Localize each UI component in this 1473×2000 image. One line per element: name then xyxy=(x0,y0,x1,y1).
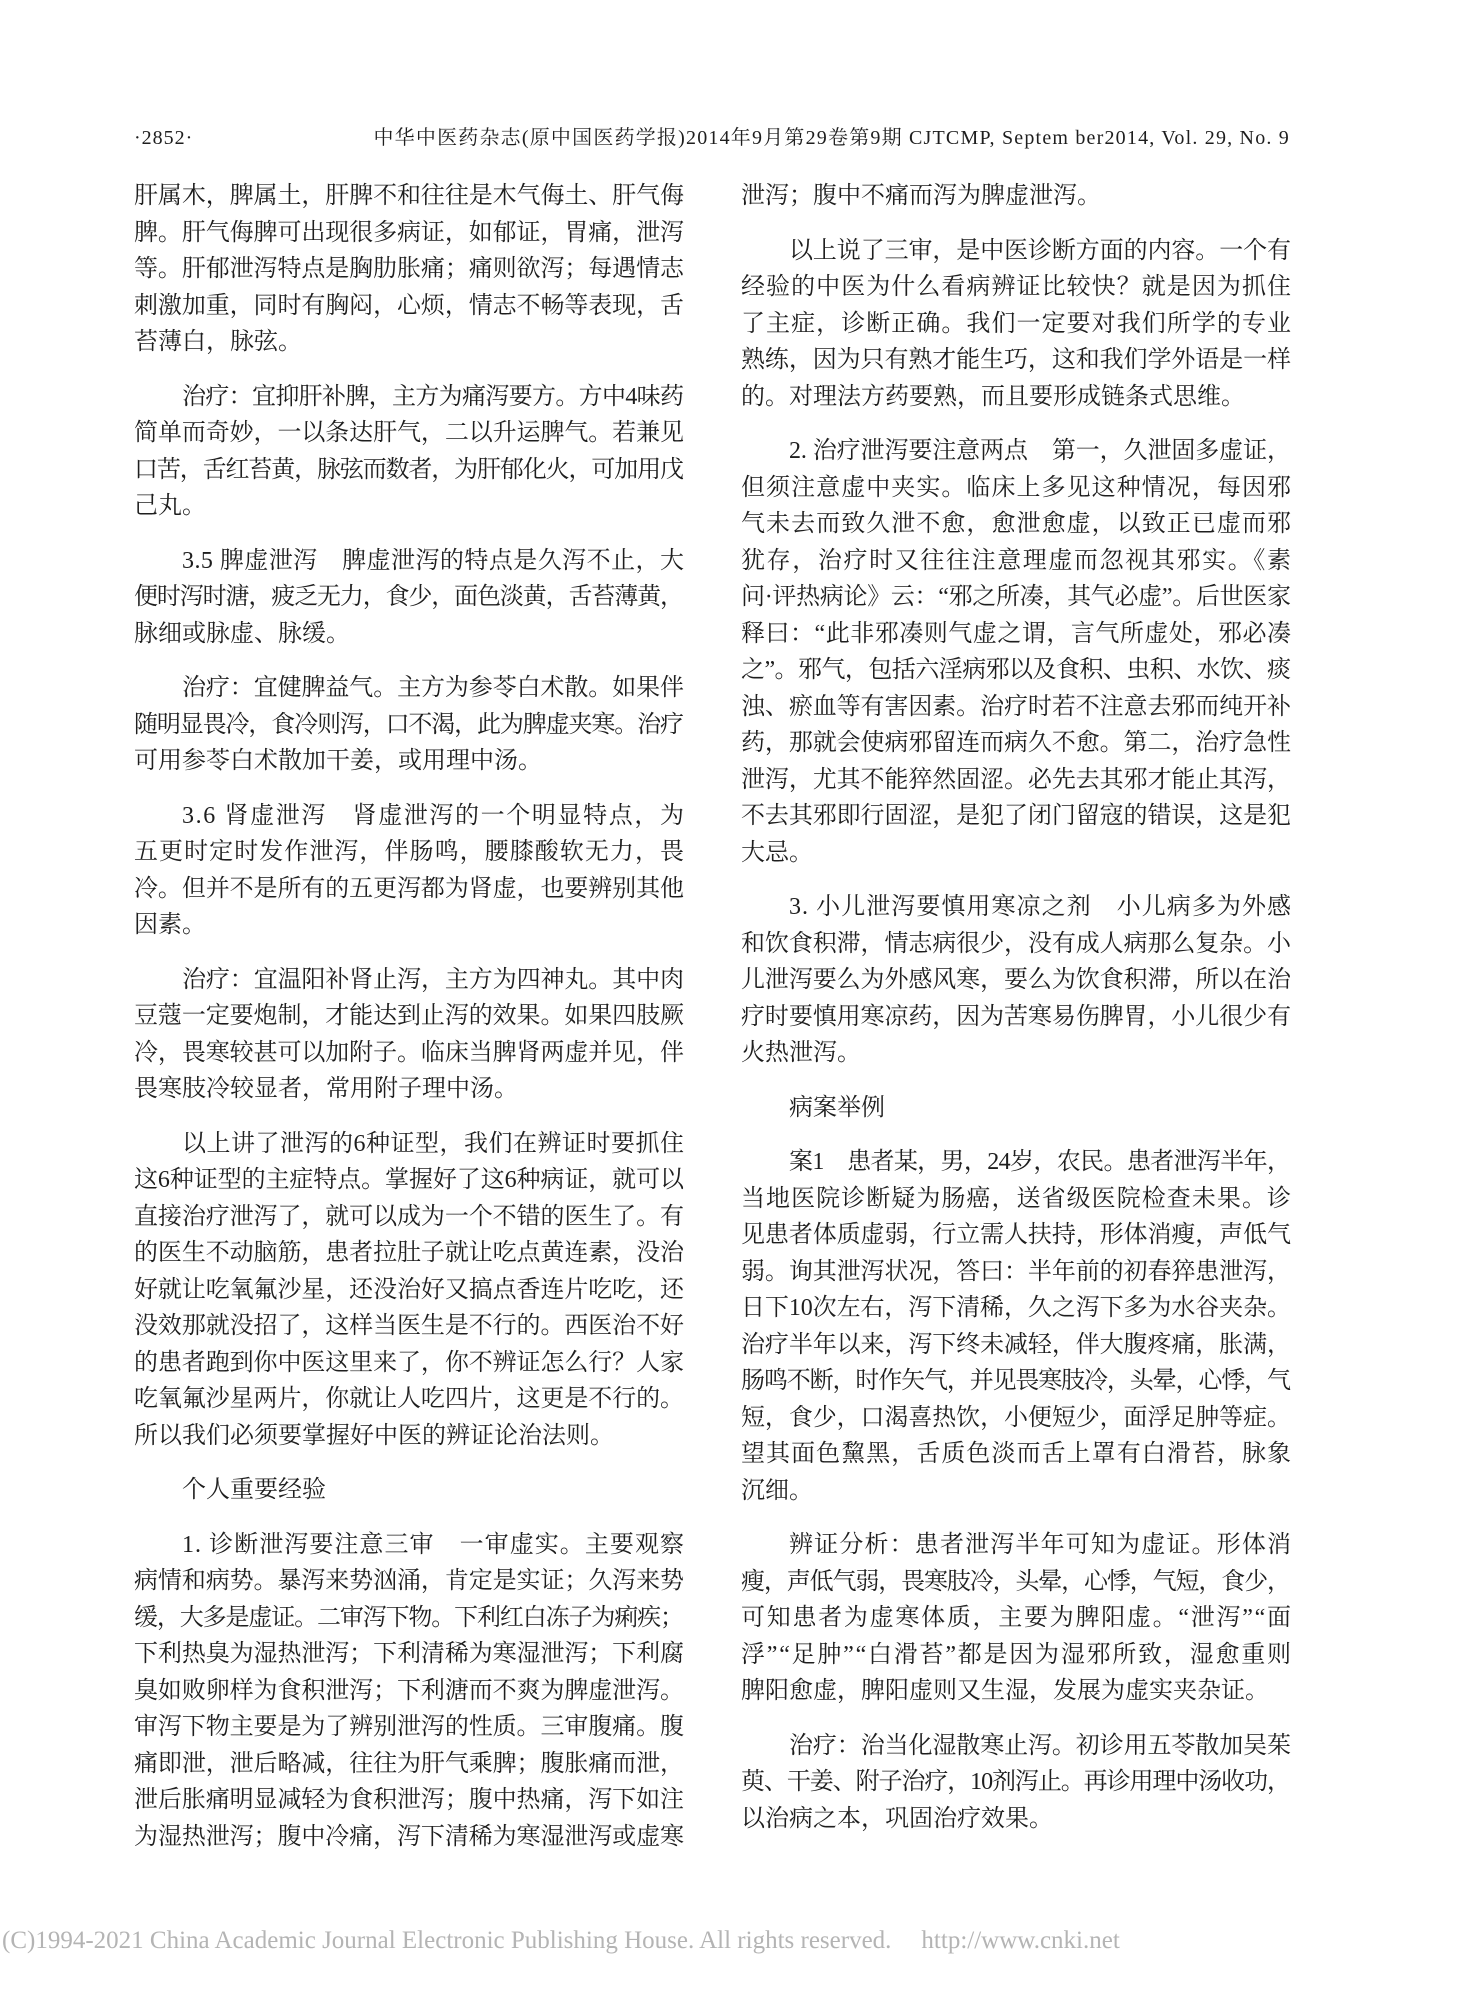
text-line: 之”。邪气，包括六淫病邪以及食积、虫积、水饮、痰 xyxy=(741,657,1291,683)
paragraph xyxy=(741,889,1291,1072)
text-line: 臭如败卵样为食积泄泻；下利溏而不爽为脾虚泄泻。 xyxy=(134,1677,684,1704)
text-line: 病情和病势。暴泻来势汹涌，肯定是实证；久泻来势 xyxy=(134,1568,684,1594)
paragraph xyxy=(741,1527,1291,1710)
paragraph xyxy=(741,233,1291,416)
text-line: 缓，大多是虚证。二审泻下物。下利红白冻子为痢疾； xyxy=(134,1604,683,1631)
text-line: 浮”“足肿”“白滑苔”都是因为湿邪所致，湿愈重则 xyxy=(741,1641,1293,1668)
text-line: 但须注意虚中夹实。临床上多见这种情况，每因邪 xyxy=(741,474,1293,501)
text-line: 脾阳愈虚，脾阳虚则又生湿，发展为虚实夹杂证。 xyxy=(741,1678,1269,1704)
text-line: 大忌。 xyxy=(741,839,813,866)
text-line: 案1 患者某，男，24岁，农民。患者泄泻半年， xyxy=(789,1149,1291,1175)
text-line: 痛即泄，泄后略减，往往为肝气乘脾；腹胀痛而泄， xyxy=(134,1750,684,1777)
text-line: 病案举例 xyxy=(789,1094,885,1121)
copyright-footer xyxy=(2,1924,1120,1958)
text-line: 望其面色黧黑，舌质色淡而舌上罩有白滑苔，脉象 xyxy=(741,1441,1293,1467)
paragraph xyxy=(134,962,684,1108)
text-line: 经验的中医为什么看病辨证比较快？就是因为抓住 xyxy=(741,274,1293,300)
text-line: 便时泻时溏，疲乏无力，食少，面色淡黄，舌苔薄黄， xyxy=(134,584,683,610)
text-line: 因素。 xyxy=(134,912,206,938)
left-column xyxy=(134,178,684,1855)
text-line: 熟练，因为只有熟才能生巧，这和我们学外语是一样 xyxy=(741,347,1291,373)
text-line: 刺激加重，同时有胸闷，心烦，情志不畅等表现，舌 xyxy=(134,292,684,319)
text-line: 审泻下物主要是为了辨别泄泻的性质。三审腹痛。腹 xyxy=(134,1714,684,1740)
text-line: 治疗：宜抑肝补脾，主方为痛泻要方。方中4味药 xyxy=(182,383,684,410)
text-line: 治疗：宜健脾益气。主方为参苓白术散。如果伴 xyxy=(182,675,684,701)
text-line: 浊、瘀血等有害因素。治疗时若不注意去邪而纯开补 xyxy=(741,693,1291,720)
text-line: 泄泻；腹中不痛而泻为脾虚泄泻。 xyxy=(741,183,1101,209)
paragraph xyxy=(134,1472,684,1509)
text-line: 日下10次左右，泻下清稀，久之泻下多为水谷夹杂。 xyxy=(741,1295,1291,1321)
paragraph xyxy=(741,1728,1291,1838)
text-line: 脾。肝气侮脾可出现很多病证，如郁证，胃痛，泄泻 xyxy=(134,219,684,246)
text-line: 火热泄泻。 xyxy=(741,1040,861,1066)
text-line: 以上说了三审，是中医诊断方面的内容。一个有 xyxy=(789,237,1291,264)
text-line: 豆蔻一定要炮制，才能达到止泻的效果。如果四肢厥 xyxy=(134,1003,684,1029)
text-line: 己丸。 xyxy=(134,493,206,519)
page-number: ·2852· xyxy=(134,127,194,149)
text-line: 下利热臭为湿热泄泻；下利清稀为寒湿泄泻；下利腐 xyxy=(134,1641,684,1667)
paragraph xyxy=(134,1527,684,1856)
text-line: 为湿热泄泻；腹中冷痛，泻下清稀为寒湿泄泻或虚寒 xyxy=(134,1823,684,1850)
paragraph xyxy=(134,379,684,525)
copyright-notice: (C)1994-2021 China Academic Journal Electronic Publishing House. All rights reserved. xyxy=(2,1927,892,1954)
text-line: 口苦，舌红苔黄，脉弦而数者，为肝郁化火，可加用戊 xyxy=(134,456,683,483)
site-url: http://www.cnki.net xyxy=(921,1927,1120,1954)
text-line: 短，食少，口渴喜热饮，小便短少，面浮足肿等症。 xyxy=(741,1404,1291,1431)
text-line: 的。对理法方药要熟，而且要形成链条式思维。 xyxy=(741,383,1245,410)
text-line: 的患者跑到你中医这里来了，你不辨证怎么行？人家 xyxy=(134,1349,684,1376)
text-line: 萸、干姜、附子治疗，10剂泻止。再诊用理中汤收功， xyxy=(741,1769,1290,1795)
text-line: 没效那就没招了，这样当医生是不行的。西医治不好 xyxy=(134,1313,684,1339)
text-line: 疗时要慎用寒凉药，因为苦寒易伤脾胃，小儿很少有 xyxy=(741,1003,1291,1030)
text-line: 这6种证型的主症特点。掌握好了这6种病证，就可以 xyxy=(134,1167,684,1193)
text-line: 犹存，治疗时又往往注意理虚而忽视其邪实。《素 xyxy=(741,547,1293,574)
text-line: 治疗：治当化湿散寒止泻。初诊用五苓散加吴茱 xyxy=(789,1732,1291,1759)
text-line: 3.6 肾虚泄泻 肾虚泄泻的一个明显特点，为 xyxy=(182,802,686,829)
text-line: 肝属木，脾属土，肝脾不和往往是木气侮土、肝气侮 xyxy=(134,183,684,209)
text-line: 药，那就会使病邪留连而病久不愈。第二，治疗急性 xyxy=(741,730,1291,756)
text-line: 了主症，诊断正确。我们一定要对我们所学的专业 xyxy=(741,310,1293,337)
text-line: 直接治疗泄泻了，就可以成为一个不错的医生了。有 xyxy=(134,1203,684,1230)
paragraph xyxy=(741,433,1291,871)
paragraph xyxy=(134,543,684,653)
text-line: 简单而奇妙，一以条达肝气，二以升运脾气。若兼见 xyxy=(134,420,684,446)
text-line: 五更时定时发作泄泻，伴肠鸣，腰膝酸软无力，畏 xyxy=(134,839,686,865)
text-line: 苔薄白，脉弦。 xyxy=(134,329,302,355)
paragraph xyxy=(134,178,684,361)
text-line: 可知患者为虚寒体质，主要为脾阳虚。“泄泻”“面 xyxy=(741,1605,1293,1631)
text-line: 泄后胀痛明显减轻为食积泄泻；腹中热痛，泻下如注 xyxy=(134,1787,684,1813)
text-line: 见患者体质虚弱，行立需人扶持，形体消瘦，声低气 xyxy=(741,1222,1291,1248)
text-line: 不去其邪即行固涩，是犯了闭门留寇的错误，这是犯 xyxy=(741,803,1291,829)
text-line: 好就让吃氧氟沙星，还没治好又搞点香连片吃吃，还 xyxy=(134,1276,684,1303)
text-line: 治疗：宜温阳补肾止泻，主方为四神丸。其中肉 xyxy=(182,966,684,993)
text-line: 所以我们必须要掌握好中医的辨证论治法则。 xyxy=(134,1422,614,1449)
text-line: 弱。询其泄泻状况，答曰：半年前的初春猝患泄泻， xyxy=(741,1258,1291,1285)
text-line: 沉细。 xyxy=(741,1477,813,1504)
text-line: 畏寒肢冷较显者，常用附子理中汤。 xyxy=(134,1076,518,1102)
text-line: 冷，畏寒较甚可以加附子。临床当脾肾两虚并见，伴 xyxy=(134,1039,684,1066)
text-line: 可用参苓白术散加干姜，或用理中汤。 xyxy=(134,748,542,774)
paragraph xyxy=(741,1144,1291,1509)
text-line: 辨证分析：患者泄泻半年可知为虚证。形体消 xyxy=(789,1532,1293,1558)
text-line: 瘦，声低气弱，畏寒肢冷，头晕，心悸，气短，食少， xyxy=(741,1568,1290,1595)
text-line: 儿泄泻要么为外感风寒，要么为饮食积滞，所以在治 xyxy=(741,967,1291,993)
text-line: 3. 小儿泄泻要慎用寒凉之剂 小儿病多为外感 xyxy=(789,894,1293,920)
text-line: 释曰：“此非邪凑则气虚之谓，言气所虚处，邪必凑 xyxy=(741,620,1292,647)
right-column xyxy=(741,178,1291,1837)
text-line: 等。肝郁泄泻特点是胸肋胀痛；痛则欲泻；每遇情志 xyxy=(134,256,684,282)
text-line: 随明显畏冷，食冷则泻，口不渴，此为脾虚夹寒。治疗 xyxy=(134,711,683,738)
text-line: 气未去而致久泄不愈，愈泄愈虚，以致正已虚而邪 xyxy=(741,511,1293,537)
text-line: 2. 治疗泄泻要注意两点 第一，久泄固多虚证， xyxy=(789,438,1291,464)
text-line: 吃氧氟沙星两片，你就让人吃四片，这更是不行的。 xyxy=(134,1386,684,1412)
text-line: 个人重要经验 xyxy=(182,1477,326,1503)
running-header xyxy=(134,124,1290,152)
paragraph xyxy=(134,670,684,780)
text-line: 当地医院诊断疑为肠癌，送省级医院检查未果。诊 xyxy=(741,1185,1293,1212)
paragraph xyxy=(134,1126,684,1455)
journal-citation: 中华中医药杂志(原中国医药学报)2014年9月第29卷第9期 CJTCMP, Septem ber2014, Vol. 29, No. 9 xyxy=(373,127,1290,149)
text-line: 治疗半年以来，泻下终未减轻，伴大腹疼痛，胀满， xyxy=(741,1331,1291,1358)
text-line: 的医生不动脑筋，患者拉肚子就让吃点黄连素，没治 xyxy=(134,1240,684,1266)
text-line: 泄泻，尤其不能猝然固涩。必先去其邪才能止其泻， xyxy=(741,766,1291,793)
text-line: 3.5 脾虚泄泻 脾虚泄泻的特点是久泻不止，大 xyxy=(182,547,685,574)
text-line: 冷。但并不是所有的五更泻都为肾虚，也要辨别其他 xyxy=(134,875,684,902)
text-line: 以治病之本，巩固治疗效果。 xyxy=(741,1805,1053,1832)
paragraph xyxy=(741,1090,1291,1127)
text-line: 问·评热病论》云：“邪之所凑，其气必虚”。后世医家 xyxy=(741,584,1291,610)
paragraph xyxy=(134,798,684,944)
text-line: 脉细或脉虚、脉缓。 xyxy=(134,620,350,647)
text-line: 肠鸣不断，时作矢气，并见畏寒肢冷，头晕，心悸，气 xyxy=(741,1368,1290,1394)
text-line: 和饮食积滞，情志病很少，没有成人病那么复杂。小 xyxy=(741,930,1291,957)
text-line: 1. 诊断泄泻要注意三审 一审虚实。主要观察 xyxy=(182,1531,686,1558)
paragraph xyxy=(741,178,1291,215)
text-line: 以上讲了泄泻的6种证型，我们在辨证时要抓住 xyxy=(182,1130,685,1157)
